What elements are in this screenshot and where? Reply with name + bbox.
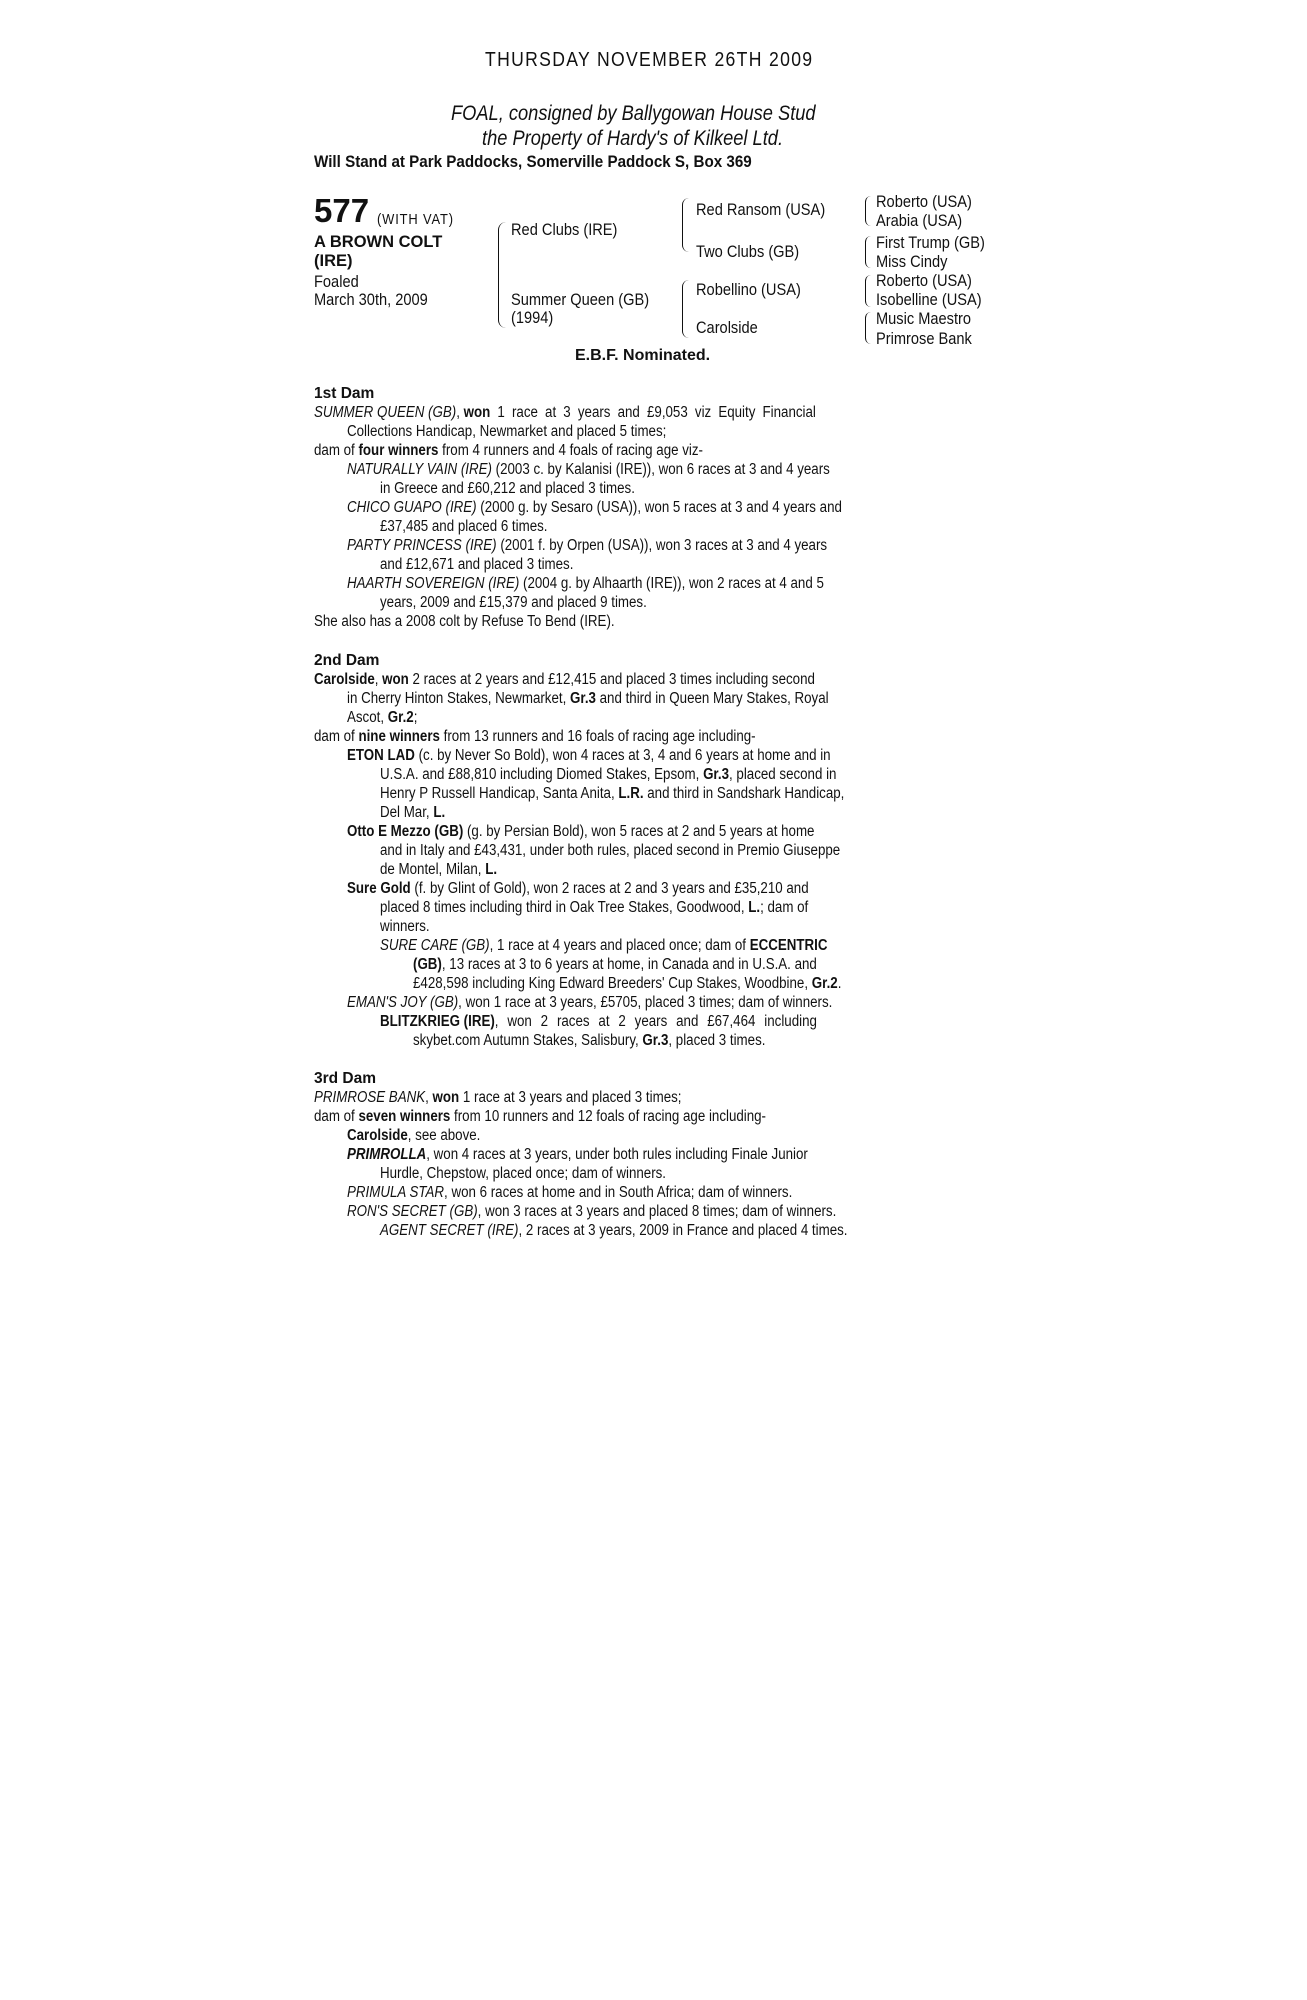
second-dam-heading: 2nd Dam bbox=[314, 652, 380, 669]
text: , bbox=[374, 671, 383, 688]
eton-lad-line-1 bbox=[347, 746, 831, 765]
progeny-name: PARTY PRINCESS (IRE) bbox=[347, 537, 497, 554]
pedigree-g8: Primrose Bank bbox=[876, 329, 972, 348]
second-dam-line-4 bbox=[314, 727, 756, 746]
text: Henry P Russell Handicap, Santa Anita, bbox=[380, 785, 619, 802]
text: ; bbox=[413, 709, 418, 726]
dam-name: SUMMER QUEEN (GB) bbox=[314, 404, 457, 421]
won-label: won bbox=[463, 404, 491, 421]
agent-secret-line bbox=[380, 1221, 847, 1240]
vat-note: (WITH VAT) bbox=[377, 211, 454, 228]
text: (GB) bbox=[413, 956, 442, 973]
text: , won 3 races at 3 years and placed 8 times; dam of winners. bbox=[477, 1203, 837, 1220]
text: , see above. bbox=[407, 1127, 481, 1144]
pedigree-g5: Roberto (USA) bbox=[876, 271, 972, 290]
sure-care-line-2 bbox=[413, 955, 817, 974]
first-dam-line-3 bbox=[314, 441, 703, 460]
text: ; dam of bbox=[760, 899, 809, 916]
text: and third in Sandshark Handicap, bbox=[643, 785, 845, 802]
progeny-4-line-2: years, 2009 and £15,379 and placed 9 times. bbox=[380, 594, 647, 611]
progeny-name: CHICO GUAPO (IRE) bbox=[347, 499, 477, 516]
pedigree-brace-g2 bbox=[865, 236, 871, 268]
pedigree-brace-dam bbox=[682, 280, 689, 338]
dam-name: PRIMROSE BANK bbox=[314, 1089, 426, 1106]
foaled-date: March 30th, 2009 bbox=[314, 290, 428, 309]
text: Del Mar, bbox=[380, 804, 434, 821]
consignor-line-2: the Property of Hardy's of Kilkeel Ltd. bbox=[482, 127, 784, 150]
lot-description-1: A BROWN COLT bbox=[314, 233, 443, 251]
third-dam-line-2 bbox=[314, 1107, 766, 1126]
text: . bbox=[837, 975, 842, 992]
text: placed 8 times including third in Oak Tree Stakes, Goodwood, bbox=[380, 899, 749, 916]
text: , bbox=[425, 1089, 433, 1106]
winners-count: four winners bbox=[358, 442, 439, 459]
otto-line-2: and in Italy and £43,431, under both rules, placed second in Premio Giuseppe bbox=[380, 842, 841, 859]
first-dam-line-1 bbox=[314, 403, 816, 422]
sure-gold-line-3: winners. bbox=[380, 918, 430, 935]
first-dam-line-2: Collections Handicap, Newmarket and placed 5 times; bbox=[347, 423, 667, 440]
text: (2001 f. by Orpen (USA)), won 3 races at 3 and 4 years bbox=[496, 537, 828, 554]
progeny-1-line-1 bbox=[347, 460, 830, 479]
text: U.S.A. and £88,810 including Diomed Stakes, Epsom, bbox=[380, 766, 704, 783]
text: £428,598 including King Edward Breeders' Cup Stakes, Woodbine, bbox=[413, 975, 812, 992]
text: dam of bbox=[314, 1108, 359, 1125]
consignor-line-1: FOAL, consigned by Ballygowan House Stud bbox=[451, 102, 816, 125]
grade-label: L.R. bbox=[618, 785, 644, 802]
text: , 1 race at 4 years and placed once; dam of bbox=[489, 937, 750, 954]
pedigree-brace-sire bbox=[682, 198, 689, 252]
text: and third in Queen Mary Stakes, Royal bbox=[595, 690, 829, 707]
winners-count: nine winners bbox=[358, 728, 440, 745]
otto-line-1 bbox=[347, 822, 814, 841]
pedigree-brace-g1 bbox=[865, 196, 871, 226]
progeny-name: EMAN'S JOY (GB) bbox=[347, 994, 459, 1011]
pedigree-dam-dam: Carolside bbox=[696, 318, 758, 337]
text: , won 4 races at 3 years, under both rules including Finale Junior bbox=[426, 1146, 808, 1163]
pedigree-brace-g3 bbox=[865, 275, 871, 307]
progeny-name: BLITZKRIEG (IRE) bbox=[380, 1013, 495, 1030]
text: dam of bbox=[314, 728, 359, 745]
carolside-line bbox=[347, 1126, 480, 1145]
progeny-name: Otto E Mezzo (GB) bbox=[347, 823, 464, 840]
text: 1 race at 3 years and placed 3 times; bbox=[459, 1089, 682, 1106]
sale-date: THURSDAY NOVEMBER 26TH 2009 bbox=[485, 49, 814, 71]
text: 1 race at 3 years and £9,053 viz Equity Financial bbox=[490, 404, 816, 421]
lot-description-2: (IRE) bbox=[314, 252, 353, 270]
text: skybet.com Autumn Stakes, Salisbury, bbox=[413, 1032, 643, 1049]
first-dam-note: She also has a 2008 colt by Refuse To Bend (IRE). bbox=[314, 613, 615, 630]
sure-care-line-1 bbox=[380, 936, 827, 955]
text: , won 1 race at 3 years, £5705, placed 3 times; dam of winners. bbox=[458, 994, 833, 1011]
text: de Montel, Milan, bbox=[380, 861, 486, 878]
grade-label: L. bbox=[485, 861, 498, 878]
text: Ascot, bbox=[347, 709, 388, 726]
progeny-1-line-2: in Greece and £60,212 and placed 3 times. bbox=[380, 480, 635, 497]
text: from 13 runners and 16 foals of racing age including- bbox=[439, 728, 756, 745]
progeny-name: NATURALLY VAIN (IRE) bbox=[347, 461, 492, 478]
text: (f. by Glint of Gold), won 2 races at 2 and 3 years and £35,210 and bbox=[410, 880, 809, 897]
ebf-nominated: E.B.F. Nominated. bbox=[575, 347, 711, 364]
rons-secret-line bbox=[347, 1202, 836, 1221]
emans-joy-line-1 bbox=[347, 993, 832, 1012]
text: , won 2 races at 2 years and £67,464 including bbox=[494, 1013, 817, 1030]
third-dam-heading: 3rd Dam bbox=[314, 1070, 377, 1087]
progeny-name: Sure Gold bbox=[347, 880, 411, 897]
blitzkrieg-line-1 bbox=[380, 1012, 817, 1031]
eton-lad-line-2 bbox=[380, 765, 836, 784]
text: dam of bbox=[314, 442, 359, 459]
primrolla-line-1 bbox=[347, 1145, 808, 1164]
progeny-3-line-1 bbox=[347, 536, 827, 555]
progeny-name: ETON LAD bbox=[347, 747, 415, 764]
grade-label: Gr.2 bbox=[387, 709, 414, 726]
foaled-label: Foaled bbox=[314, 272, 359, 291]
text: 2 races at 2 years and £12,415 and placed 3 times including second bbox=[408, 671, 815, 688]
progeny-2-line-1 bbox=[347, 498, 842, 517]
text: (c. by Never So Bold), won 4 races at 3, 4 and 6 years at home and in bbox=[414, 747, 831, 764]
progeny-name: RON'S SECRET (GB) bbox=[347, 1203, 478, 1220]
dam-name: Carolside bbox=[314, 671, 375, 688]
progeny-name: HAARTH SOVEREIGN (IRE) bbox=[347, 575, 520, 592]
pedigree-g6: Isobelline (USA) bbox=[876, 290, 982, 309]
progeny-4-line-1 bbox=[347, 574, 824, 593]
text: (2003 c. by Kalanisi (IRE)), won 6 races at 3 and 4 years bbox=[491, 461, 830, 478]
progeny-name: SURE CARE (GB) bbox=[380, 937, 490, 954]
text: , won 6 races at home and in South Africa; dam of winners. bbox=[444, 1184, 793, 1201]
text: (2000 g. by Sesaro (USA)), won 5 races at 3 and 4 years and bbox=[476, 499, 842, 516]
third-dam-line-1 bbox=[314, 1088, 681, 1107]
sure-gold-line-2 bbox=[380, 898, 808, 917]
pedigree-sire-dam: Two Clubs (GB) bbox=[696, 242, 800, 261]
winners-count: seven winners bbox=[358, 1108, 451, 1125]
sure-gold-line-1 bbox=[347, 879, 809, 898]
blitzkrieg-line-2 bbox=[413, 1031, 765, 1050]
text: , 13 races at 3 to 6 years at home, in Canada and in U.S.A. and bbox=[441, 956, 817, 973]
pedigree-sire: Red Clubs (IRE) bbox=[511, 220, 618, 239]
text: , bbox=[456, 404, 464, 421]
second-dam-line-3 bbox=[347, 708, 417, 727]
grade-label: L. bbox=[433, 804, 446, 821]
progeny-name: AGENT SECRET (IRE) bbox=[380, 1222, 519, 1239]
sure-care-line-3 bbox=[413, 974, 841, 993]
second-dam-line-1 bbox=[314, 670, 815, 689]
pedigree-g2: Arabia (USA) bbox=[876, 211, 963, 230]
text: (g. by Persian Bold), won 5 races at 2 and 5 years at home bbox=[463, 823, 815, 840]
text: , 2 races at 3 years, 2009 in France and placed 4 times. bbox=[518, 1222, 848, 1239]
pedigree-dam: Summer Queen (GB) bbox=[511, 290, 650, 309]
grade-label: L. bbox=[748, 899, 761, 916]
text: , placed second in bbox=[729, 766, 837, 783]
pedigree-sire-sire: Red Ransom (USA) bbox=[696, 200, 826, 219]
text: from 4 runners and 4 foals of racing age viz- bbox=[438, 442, 703, 459]
won-label: won bbox=[432, 1089, 460, 1106]
pedigree-dam-year: (1994) bbox=[511, 308, 554, 327]
text: in Cherry Hinton Stakes, Newmarket, bbox=[347, 690, 570, 707]
progeny-name: PRIMULA STAR bbox=[347, 1184, 445, 1201]
pedigree-g1: Roberto (USA) bbox=[876, 192, 972, 211]
otto-line-3 bbox=[380, 860, 497, 879]
progeny-3-line-2: and £12,671 and placed 3 times. bbox=[380, 556, 574, 573]
first-dam-heading: 1st Dam bbox=[314, 385, 375, 402]
pedigree-g7: Music Maestro bbox=[876, 309, 972, 328]
text: (2004 g. by Alhaarth (IRE)), won 2 races at 4 and 5 bbox=[519, 575, 824, 592]
pedigree-g3: First Trump (GB) bbox=[876, 233, 985, 252]
progeny-name: PRIMROLLA bbox=[347, 1146, 427, 1163]
second-dam-line-2 bbox=[347, 689, 829, 708]
text: , placed 3 times. bbox=[668, 1032, 766, 1049]
progeny-name: Carolside bbox=[347, 1127, 408, 1144]
grade-label: Gr.2 bbox=[811, 975, 838, 992]
progeny-2-line-2: £37,485 and placed 6 times. bbox=[380, 518, 548, 535]
text: from 10 runners and 12 foals of racing age including- bbox=[450, 1108, 767, 1125]
grade-label: Gr.3 bbox=[642, 1032, 669, 1049]
pedigree-brace-main bbox=[498, 222, 507, 328]
primula-star-line bbox=[347, 1183, 792, 1202]
lot-number: 577 bbox=[314, 192, 370, 229]
pedigree-brace-g4 bbox=[865, 312, 871, 344]
eton-lad-line-4 bbox=[380, 803, 445, 822]
won-label: won bbox=[382, 671, 409, 688]
eton-lad-line-3 bbox=[380, 784, 844, 803]
pedigree-dam-sire: Robellino (USA) bbox=[696, 280, 801, 299]
stand-location: Will Stand at Park Paddocks, Somerville Paddock S, Box 369 bbox=[314, 153, 752, 171]
pedigree-g4: Miss Cindy bbox=[876, 252, 948, 271]
primrolla-line-2: Hurdle, Chepstow, placed once; dam of winners. bbox=[380, 1165, 667, 1182]
grade-label: Gr.3 bbox=[703, 766, 730, 783]
progeny-name: ECCENTRIC bbox=[749, 937, 828, 954]
grade-label: Gr.3 bbox=[569, 690, 596, 707]
